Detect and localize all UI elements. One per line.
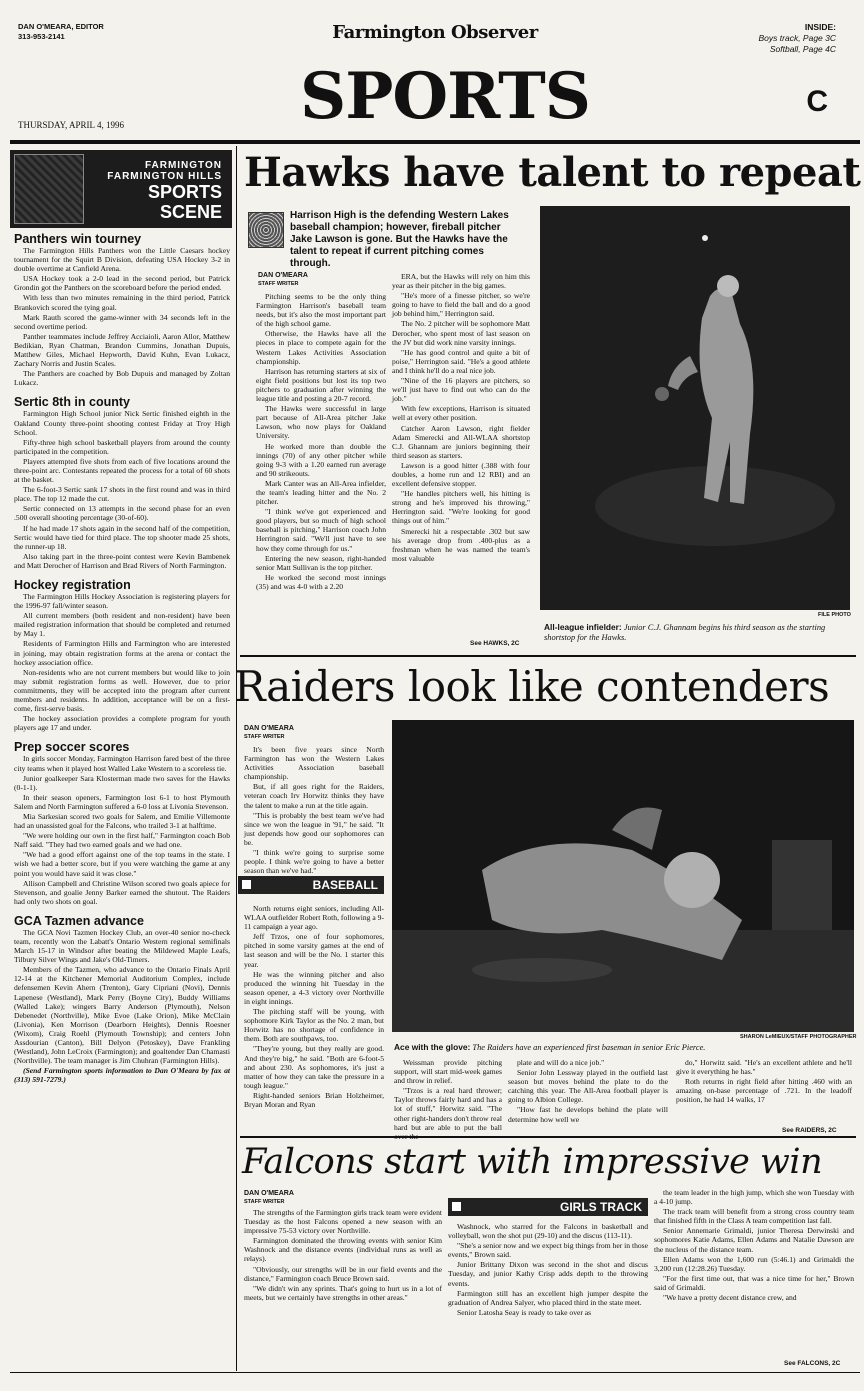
paragraph: USA Hockey took a 2-0 lead in the second period, but Patrick Grondin got the Panthers on the scoreboard before the period ended. xyxy=(14,274,230,293)
paragraph: But, if all goes right for the Raiders, veteran coach Irv Horwitz thinks they have the talent to make a run at the title again. xyxy=(244,782,384,810)
hockey-heading: Hockey registration xyxy=(14,578,131,592)
paragraph: "He's more of a finesse pitcher, so we're going to have to field the ball and do a good job behind him," Herrington said. xyxy=(392,291,530,319)
falcons-jump: See FALCONS, 2C xyxy=(784,1360,841,1367)
paragraph: If he had made 17 shots again in the second half of the competition, Sertic would have tied for third place. The top shooter made 25 shots, the runner-up 18. xyxy=(14,523,230,551)
panthers-body xyxy=(14,246,230,387)
first-baseman-image xyxy=(392,720,854,1032)
byline-role: STAFF WRITER xyxy=(244,734,285,740)
paragraph: With few exceptions, Harrison is situated well at every other position. xyxy=(392,404,530,423)
editor-contact xyxy=(18,22,104,42)
paragraph: The 6-foot-3 Sertic sank 17 shots in the first round and was in third place. The top 12 made the cut. xyxy=(14,485,230,504)
section-title: SPORTS xyxy=(300,59,590,134)
paragraph: ERA, but the Hawks will rely on him this year as their pitcher in the big games. xyxy=(392,272,530,291)
paragraph: Lawson is a good hitter (.388 with four doubles, a home run and 12 RBI) and an excellent defensive stopper. xyxy=(392,460,530,489)
masthead: Farmington Observer xyxy=(332,22,538,43)
paragraph: plate and will do a nice job." xyxy=(517,1058,605,1067)
paragraph: North returns eight seniors, including All-WLAA outfielder Robert Roth, following a 9-11 campaign a year ago. xyxy=(244,904,384,932)
paragraph: "Obviously, our strengths will be in our field events and the distance," Farmington coach Bruce Brown said. xyxy=(244,1264,442,1283)
baseball-tag xyxy=(238,876,384,894)
paragraph: Pitching seems to be the only thing Farmington Harrison's baseball team needs, but it's also the most important part of the high school game. xyxy=(256,292,386,329)
gca-heading: GCA Tazmen advance xyxy=(14,913,144,928)
baseball-icon xyxy=(248,212,284,248)
hawks-byline xyxy=(258,272,378,288)
raiders-photo xyxy=(392,720,854,1032)
paragraph: Weissman provide pitching support, will start mid-week games and throw in relief. xyxy=(394,1058,502,1086)
falcons-byline xyxy=(244,1190,364,1206)
paragraph: The Farmington Hills Hockey Association is registering players for the 1996-97 fall/winter season. xyxy=(14,592,230,611)
scene-line-1: FARMINGTON xyxy=(144,160,222,171)
panthers-heading: Panthers win tourney xyxy=(14,232,142,246)
hawks-column-1 xyxy=(256,292,386,592)
paragraph: Fifty-three high school basketball players from around the county participated in the competition. xyxy=(14,437,230,456)
paragraph: Right-handed seniors Brian Holzheimer, Bryan Moran and Ryan xyxy=(244,1090,384,1109)
paragraph: Otherwise, the Hawks have all the pieces in place to compete again for the Western Lakes Activities Association championship. xyxy=(256,329,386,366)
hockey-body xyxy=(14,592,230,732)
paragraph: Ellen Adams won the 1,600 run (5:46.1) and Grimaldi the 3,200 run (12:28.26) Tuesday. xyxy=(654,1254,854,1273)
paragraph: Smerecki hit a respectable .302 but saw his average drop from .400-plus as a freshman when he was named the team's most valuable xyxy=(392,526,530,563)
raiders-jump: See RAIDERS, 2C xyxy=(782,1127,837,1134)
hawks-column-2 xyxy=(392,272,530,564)
paragraph: Farmington still has an excellent high jumper despite the graduation of Andrea Salyer, who placed third in the state meet. xyxy=(448,1288,648,1307)
paragraph: The No. 2 pitcher will be sophomore Matt Derocher, who spent most of last season on the JV but did work nine varsity innings. xyxy=(392,319,530,347)
paragraph: Washnock, who starred for the Falcons in basketball and volleyball, won the shot put (29-10) and the discus (113-11). xyxy=(448,1222,648,1241)
paragraph: The Panthers are coached by Bob Dupuis and managed by Zoltan Lukacz. xyxy=(14,369,230,388)
paragraph: "He has good control and quite a bit of poise," Herrington said. "He's a good athlete and I think he'll do a real nice job. xyxy=(392,347,530,375)
paragraph: In their season openers, Farmington lost 6-1 to host Plymouth Salem and North Farmington suffered a 6-0 loss at Livonia Stevenson. xyxy=(14,792,230,811)
raiders-caption xyxy=(394,1042,854,1053)
paragraph: "He handles pitchers well, his hitting is strong and he's improved his throwing," Herrington said. "We're looking for good things out of him." xyxy=(392,489,530,526)
caption-text: The Raiders have an experienced first baseman in senior Eric Pierce. xyxy=(472,1043,706,1052)
hawks-photo xyxy=(540,206,850,610)
prep-soccer-heading: Prep soccer scores xyxy=(14,740,130,755)
sports-scene-title xyxy=(107,160,222,222)
section-divider xyxy=(240,1136,856,1138)
paragraph: "She's a senior now and we expect big things from her in those events," Brown said. xyxy=(448,1241,648,1260)
paragraph: Jeff Trzos, one of four sophomores, pitched in some varsity games at the end of last season and will be the No. 1 starter this year. xyxy=(244,932,384,969)
contact-note: (Send Farmington sports information to Dan O'Meara by fax at (313) 591-7279.) xyxy=(14,1066,230,1085)
paragraph: Panther teammates include Jeffrey Acciaioli, Aaron Allor, Matthew Bedikian, Ryan Chatman, Brandon Cummins, Jonathan Dupuis, Matthew Giles, Michael Hepworth, David Kuhn, Evan Lukacz, Zachary Norris and Justin Scales. xyxy=(14,331,230,369)
falcons-headline: Falcons start with impressive win xyxy=(242,1142,823,1182)
gca-body xyxy=(14,928,230,1085)
paragraph: Junior goalkeeper Sara Klosterman made two saves for the Hawks (0-1-1). xyxy=(14,773,230,792)
paragraph: "We didn't win any sprints. That's going to hurt us in a lot of meets, but we certainly have strengths in other areas." xyxy=(244,1283,442,1302)
paragraph: Senior Latosha Seay is ready to take over as xyxy=(457,1307,592,1317)
left-column xyxy=(14,232,230,1086)
paragraph: The track team will benefit from a strong cross country team that finished fifth in the Class A team competition last fall. xyxy=(654,1207,854,1226)
left-column-rule xyxy=(236,146,237,1371)
paragraph: It's been five years since North Farmington has won the Western Lakes Activities Association baseball championship. xyxy=(244,745,384,782)
shortstop-image xyxy=(540,206,850,610)
raiders-column-3 xyxy=(508,1058,668,1125)
paragraph: Roth returns in right field after hitting .460 with an amazing on-base percentage of .721. In the leadoff position, he had 14 walks, 17 xyxy=(676,1077,852,1105)
paragraph: Mark Rauth scored the game-winner with 34 seconds left in the second overtime period. xyxy=(14,312,230,331)
paragraph: The hockey association provides a complete program for youth players age 17 and under. xyxy=(14,714,230,733)
hawks-jump: See HAWKS, 2C xyxy=(470,640,520,647)
paragraph: The strengths of the Farmington girls track team were evident Tuesday as the host Falcons opened a new season with an impressive 75-53 victory over Northville. xyxy=(244,1208,442,1236)
falcons-column-2 xyxy=(448,1222,648,1318)
tag-square-icon xyxy=(242,880,251,889)
editor-name: DAN O'MEARA, EDITOR xyxy=(18,22,104,31)
byline-name: DAN O'MEARA xyxy=(258,272,308,279)
caption-lead: Ace with the glove: xyxy=(394,1042,471,1052)
section-divider xyxy=(240,655,856,657)
section-letter: C xyxy=(806,85,828,118)
dateline: THURSDAY, APRIL 4, 1996 xyxy=(18,120,124,130)
sertic-heading: Sertic 8th in county xyxy=(14,395,130,410)
tag-label: GIRLS TRACK xyxy=(560,1200,642,1214)
paragraph: Mia Sarkesian scored two goals for Salem, and Emilie Villemonte had an unassisted goal for the Falcons, who trailed 3-1 at halftime. xyxy=(14,811,230,831)
paragraph: Non-residents who are not current members but would like to join may submit registration forms as well. However, due to prior commitments, they will be accepted into the program after current members and residents. In addition, acceptance will be on a first-come, first-serve basis. xyxy=(14,667,230,714)
paragraph: He worked the second most innings (35) and was 4-0 with a 2.20 xyxy=(256,572,386,591)
prep-soccer-body xyxy=(14,754,230,906)
paragraph: The GCA Novi Tazmen Hockey Club, an over-40 senior no-check team, recently won the Labatt's Ontario Western regional semifinals March 15-17 in Windsor after beating the Mildewed Maple Leafs, Tilbury Silver Wings and Jake's Old-Timers. xyxy=(14,927,230,965)
paragraph: "How fast he develops behind the plate will determine how well we xyxy=(508,1105,668,1124)
header-rule xyxy=(10,140,860,144)
inside-box xyxy=(759,22,836,55)
paragraph: Sertic connected on 13 attempts in the second phase for an even .500 overall shooting percentage (30-of-60). xyxy=(14,504,230,523)
hawks-headline: Hawks have talent to repeat xyxy=(244,149,861,196)
paragraph: the team leader in the high jump, which she won Tuesday with a 4-10 jump. xyxy=(654,1188,854,1207)
raiders-photo-credit: SHARON LeMIEUX/STAFF PHOTOGRAPHER xyxy=(740,1034,857,1040)
tag-label: BASEBALL xyxy=(312,878,378,892)
paragraph: Also taking part in the three-point contest were Kevin Bambenek and Matt Derocher of Harrison and Brad Rivers of North Farmington. xyxy=(14,551,230,570)
falcons-column-1 xyxy=(244,1208,442,1303)
paragraph: Catcher Aaron Lawson, right fielder Adam Smerecki and All-WLAA shortstop C.J. Ghannam are juniors beginning their third season as starters. xyxy=(392,423,530,460)
paragraph: The Farmington Hills Panthers won the Little Caesars hockey tournament for the Squirt B Division, defeating USA Hockey 3-2 in double overtime at Canfield Arena. xyxy=(14,246,230,274)
paragraph: He was the winning pitcher and also produced the winning hit Tuesday in the season opener, a 4-3 victory over Northville in eight innings. xyxy=(244,969,384,1006)
paragraph: Harrison has returning starters at six of eight field positions but lost its top two pitchers to graduation after winning the league title and posting a 20-7 record. xyxy=(256,366,386,404)
paragraph: Farmington dominated the throwing events with senior Kim Washnock and the distance events (individual runs as well as relays). xyxy=(244,1236,442,1264)
hawks-deck: Harrison High is the defending Western Lakes baseball champion; however, fireball pitcher Jake Lawson is gone. But the Hawks have the talent to repeat if current pitching comes through. xyxy=(290,210,509,269)
sertic-body xyxy=(14,409,230,570)
paragraph: "Nine of the 16 players are pitchers, so we'll just have to find out who can do the job." xyxy=(392,376,530,404)
byline-role: STAFF WRITER xyxy=(258,281,299,287)
paragraph: "Trzos is a real hard thrower; Taylor throws fairly hard and has a lot of stuff," Horwitz said. "The other right-handers don't throw real hard but are able to put the ball xyxy=(394,1086,502,1132)
byline-role: STAFF WRITER xyxy=(244,1199,285,1205)
paragraph: Members of the Tazmen, who advance to the Ontario Finals April 12-14 at the Kitchener Memorial Auditorium Complex, include defensemen Kevin Ahern (Trenton), Gary Cipriani (Novi), Dennis Lapenese (Westland), Mark Perry (Boyne City), Buddy Williams (Walled Lake); wingers Barry Anderson (Plymouth), Nelson Debenedet (Northville), Mike Evoe (Lake Orion), Mike McClain (Livonia), Ken Morrison (Dearborn Heights), Dennis Roesner (Wixom), Craig Roehl (Plymouth Township); and centers John Assdourian (Canton), Bill Delyon (Petoskey), Dave Frankling (Westland), John LeCroix (Farmington); and goaltender Dan Chamasti (Northville). The team manager is Jim Chuhran (Farmington Hills). xyxy=(14,965,230,1066)
raiders-column-1 xyxy=(244,904,384,1110)
paragraph: "We had a good effort against one of the top teams in the state. I wish we had a better score, but if you were watching the game at any point you would have said it was close." xyxy=(14,850,230,878)
paragraph: "This is probably the best team we've had since we won the league in '91," he said. "It just depends how good our sophomores can be. xyxy=(244,810,384,847)
paragraph: "I think we're going to surprise some people. I think we're going to have a better season than we've had." xyxy=(244,848,384,876)
paragraph: Allison Campbell and Christine Wilson scored two goals apiece for Stevenson, and goalie Jenny Barker earned the shutout. The Raiders had only two shots on goal. xyxy=(14,878,230,906)
paragraph: Entering the new season, right-handed senior Matt Sullivan is the top pitcher. xyxy=(256,553,386,572)
paragraph: Mark Canter was an All-Area infielder, the team's leading hitter and the No. 2 pitcher. xyxy=(256,478,386,507)
paragraph: "They're young, but they really are good. And they're big," he said. "Both are 6-foot-5 and about 230. As sophomores, it's just a matter of how they can take the pressure in a tough league." xyxy=(244,1044,384,1090)
paragraph: In girls soccer Monday, Farmington Harrison fared best of the three city teams when it played host Walled Lake Western to a scoreless tie. xyxy=(14,754,230,773)
editor-phone: 313-953-2141 xyxy=(18,32,65,41)
inside-label: INSIDE: xyxy=(804,22,836,32)
paragraph: "I think we've got experienced and good players, but so much of high school baseball is pitching," Harrison coach John Herrington said. "We'll just have to see how they come through for us." xyxy=(256,507,386,553)
raiders-intro xyxy=(244,745,384,876)
paragraph: With less than two minutes remaining in the third period, Patrick Brankovich scored the tying goal. xyxy=(14,293,230,312)
paragraph: "We have a pretty decent distance crew, and xyxy=(663,1293,797,1303)
inside-item-1: Boys track, Page 3C xyxy=(758,33,836,43)
byline-name: DAN O'MEARA xyxy=(244,1190,294,1197)
tag-square-icon xyxy=(452,1202,461,1211)
girls-track-tag xyxy=(448,1198,648,1216)
raiders-column-4 xyxy=(676,1058,852,1105)
caption-text: Junior C.J. Ghannam begins his third season as the starting shortstop for the Hawks. xyxy=(544,623,826,642)
paragraph: Players attempted five shots from each of five locations around the three-point arc. Contestants repeated the process for a total of 60 shots at the basket. xyxy=(14,456,230,485)
raiders-column-2 xyxy=(394,1058,502,1142)
paragraph: Senior John Lessway played in the outfield last season but moves behind the plate to do the catching this year. The All-Area football player is going to Albion College. xyxy=(508,1068,668,1105)
hawks-photo-credit: FILE PHOTO xyxy=(818,612,851,618)
paragraph: All current members (both resident and non-resident) have been mailed registration information that should be completed and returned by May 1. xyxy=(14,611,230,639)
paragraph: He worked more than double the innings (70) of any other pitcher while going 9-3 with a 1.20 earned run average and 90 strikeouts. xyxy=(256,441,386,478)
scene-line-3: SPORTS xyxy=(147,182,222,202)
scene-line-2: FARMINGTON HILLS xyxy=(107,171,222,182)
paragraph: The Hawks were successful in large part because of All-Area pitcher Jake Lawson, who now plays for Oakland University. xyxy=(256,404,386,441)
byline-name: DAN O'MEARA xyxy=(244,725,294,732)
paragraph: "We were holding our own in the first half," Farmington coach Bob Naff said. "They had two earned goals and we had one. xyxy=(14,831,230,850)
hawks-caption xyxy=(544,622,854,643)
paragraph: Farmington High School junior Nick Sertic finished eighth in the Oakland County three-point shooting contest Friday at Troy High School. xyxy=(14,409,230,437)
scene-line-4: SCENE xyxy=(159,202,222,222)
raiders-headline: Raiders look like contenders xyxy=(234,662,830,711)
paragraph: Senior Annemarie Grimaldi, junior Theresa Derwinski and sophomores Katie Adams, Ellen Adams and Natalie Dawson are the nucleus of the distance team. xyxy=(654,1226,854,1254)
paragraph: Residents of Farmington Hills and Farmington who are interested in joining, may obtain registration forms at the arena or contact the hockey association office. xyxy=(14,639,230,667)
paragraph: The pitching staff will be young, with sophomore Kirk Taylor as the No. 2 man, but Horwitz has no shortage of confidence in them. Both are southpaws, too. xyxy=(244,1007,384,1044)
footer-rule xyxy=(10,1372,860,1373)
paragraph: do," Horwitz said. "He's an excellent athlete and he'll give it everything he has." xyxy=(676,1058,852,1077)
paragraph: Junior Brittany Dixon was second in the shot and discus Tuesday, and junior Kathy Crisp adds depth to the throwing events. xyxy=(448,1260,648,1288)
falcons-column-3 xyxy=(654,1188,854,1303)
inside-item-2: Softball, Page 4C xyxy=(769,44,836,54)
paragraph: "For the first time out, that was a nice time for her," Brown said of Grimaldi. xyxy=(654,1273,854,1292)
raiders-byline xyxy=(244,725,364,741)
caption-lead: All-league infielder: xyxy=(544,622,622,632)
scene-illustration-icon xyxy=(14,154,84,224)
